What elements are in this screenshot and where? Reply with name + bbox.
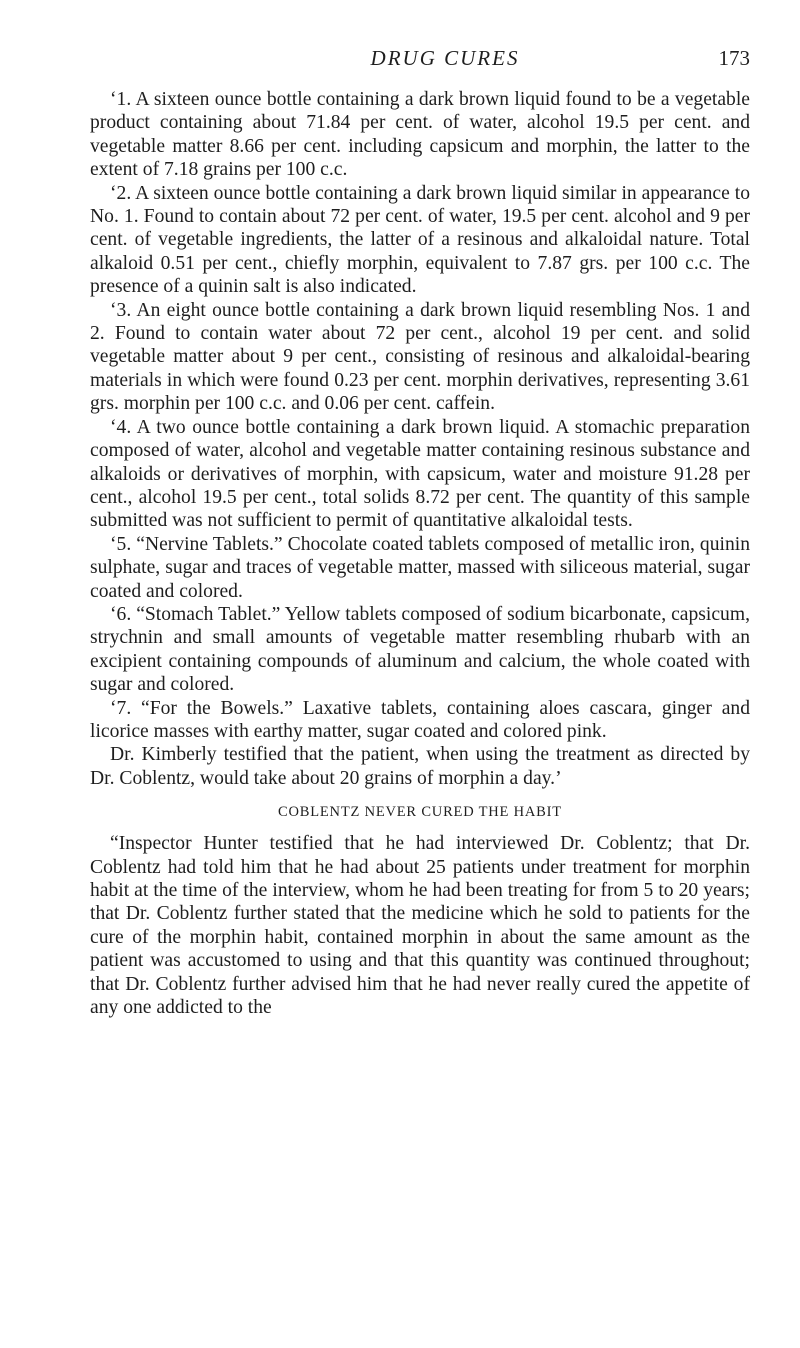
paragraph-item-4: ‘4. A two ounce bottle containing a dark brown liquid. A stomachic preparation composed of water, alcohol and vegetable matter containing resinous substance and alkaloids or derivatives of morphin, with capsicum, water and moisture 91.28 per cent., alcohol 19.5 per cent., total solids 8.72 per cent. The quantity of this sample submitted was not sufficient to permit of quantitative alkaloidal tests.: [90, 416, 750, 532]
paragraph-item-5: ‘5. “Nervine Tablets.” Chocolate coated tablets composed of metallic iron, quinin sulphate, sugar and traces of vegetable matter, massed with siliceous material, sugar coated and colored.: [90, 533, 750, 602]
paragraph-item-6: ‘6. “Stomach Tablet.” Yellow tablets composed of sodium bicarbonate, capsicum, strychnin and small amounts of vegetable matter resembling rhubarb with an excipient containing compounds of aluminum and calcium, the whole coated with sugar and colored.: [90, 603, 750, 696]
paragraph-item-2: ‘2. A sixteen ounce bottle containing a dark brown liquid similar in appearance to No. 1. Found to contain about 72 per cent. of water, 19.5 per cent. alcohol and 9 per cent. of vegetable ingredients, the latter of a resinous and alkaloidal nature. Total alkaloid 0.51 per cent., chiefly morphin, equivalent to 7.87 grs. per 100 c.c. The presence of a quinin salt is also indicated.: [90, 182, 750, 298]
paragraph-item-3: ‘3. An eight ounce bottle containing a dark brown liquid resembling Nos. 1 and 2. Found to contain water about 72 per cent., alcohol 19 per cent. and solid vegetable matter about 9 per cent., consisting of resinous and alkaloidal-bearing materials in which were found 0.23 per cent. morphin derivatives, representing 3.61 grs. morphin per 100 c.c. and 0.06 per cent. caffein.: [90, 299, 750, 415]
paragraph-kimberly: Dr. Kimberly testified that the patient, when using the treatment as directed by Dr. Coblentz, would take about 20 grains of morphin a day.’: [90, 744, 750, 789]
section-heading: COBLENTZ NEVER CURED THE HABIT: [278, 804, 562, 821]
page-number: 173: [718, 46, 750, 70]
paragraph-item-7: ‘7. “For the Bowels.” Laxative tablets, containing aloes cascara, ginger and licorice masses with earthy matter, sugar coated and colored pink.: [90, 697, 750, 742]
running-title: DRUG CURES: [370, 46, 520, 70]
paragraph-hunter: “Inspector Hunter testified that he had interviewed Dr. Coblentz; that Dr. Coblentz had told him that he had about 25 patients under treatment for morphin habit at the time of the interview, whom he had been treating for from 5 to 20 years; that Dr. Coblentz further stated that the medicine which he sold to patients for the cure of the morphin habit, contained morphin in about the same amount as the patient was accustomed to using and that this quantity was continued throughout; that Dr. Coblentz further advised him that he had never really cured the appetite of any one addicted to the: [90, 833, 750, 1019]
running-head: [140, 46, 750, 78]
body-text: [90, 88, 750, 1019]
paragraph-item-1: ‘1. A sixteen ounce bottle containing a dark brown liquid found to be a vegetable product containing about 71.84 per cent. of water, alcohol 19.5 per cent. and vegetable matter 8.66 per cent. including capsicum and morphin, the latter to the extent of 7.18 grains per 100 c.c.: [90, 89, 750, 181]
